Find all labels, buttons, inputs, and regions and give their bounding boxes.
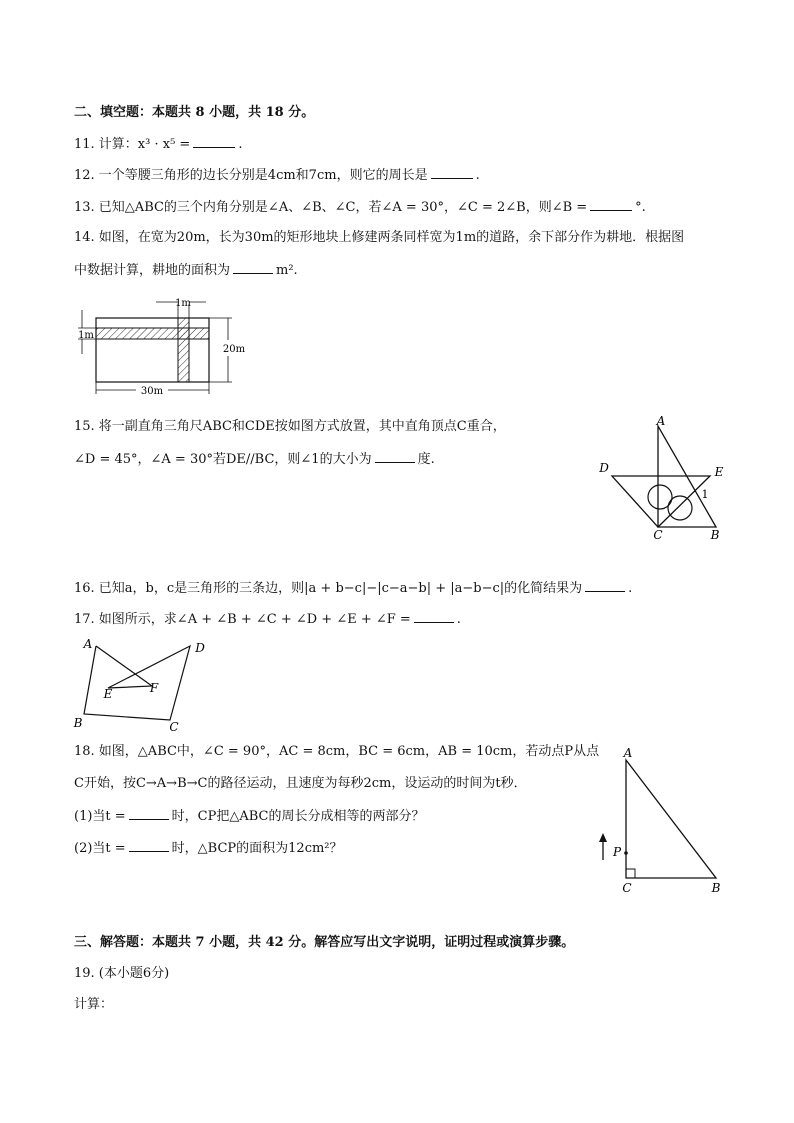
question-15-end: 度. [417,452,435,467]
answer-blank[interactable] [233,260,273,274]
q17-angles-figure [70,636,220,736]
question-17 [74,609,461,629]
question-18-sub-1-post: 时，CP把△ABC的周长分成相等的两部分？ [171,809,425,824]
answer-blank[interactable] [590,197,632,211]
question-14-end: m². [276,263,298,278]
question-18-sub-2 [74,838,343,858]
question-18-line-1: 18. 如图，△ABC中，∠C = 90°，AC = 8cm，BC = 6cm，AB = 10cm，若动点P从点 [74,744,600,759]
question-14-line-1: 14. 如图，在宽为20m，长为30m的矩形地块上修建两条同样宽为1m的道路，余下部分作为耕地．根据图 [74,230,685,245]
question-13-end: °. [635,200,646,215]
label-e: E [714,465,724,479]
question-11-end: . [238,137,243,152]
label-1m-left: 1m [78,330,94,341]
answer-blank[interactable] [431,165,473,179]
question-12-text: 12. 一个等腰三角形的边长分别是4cm和7cm，则它的周长是 [74,168,428,183]
label-a: A [656,414,666,428]
question-17-end: . [456,612,461,627]
question-13 [74,197,646,217]
question-18-line-2: C开始，按C→A→B→C的路径运动，且速度为每秒2cm，设运动的时间为t秒． [74,776,527,791]
label-c: C [169,720,179,734]
q15-triangles-figure [592,410,732,545]
label-b: B [73,716,83,730]
label-f: F [149,681,159,695]
triangle-abc [626,760,716,878]
question-18-sub-1-pre: (1)当t = [74,809,126,824]
question-19-prompt: 计算： [74,997,114,1012]
label-c: C [622,881,632,895]
answer-blank[interactable] [414,609,454,623]
question-15-line-1: 15. 将一副直角三角尺ABC和CDE按如图方式放置，其中直角顶点C重合， [74,419,506,434]
section-2-header: 二、填空题：本题共 8 小题，共 18 分。 [74,105,315,120]
triangle-cde [612,476,710,527]
question-18-sub-1 [74,806,425,826]
label-a: A [623,746,633,760]
section-3-header: 三、解答题：本题共 7 小题，共 42 分。解答应写出文字说明，证明过程或演算步骤。 [74,935,575,950]
question-15-line-2 [74,449,435,469]
question-14-line-2 [74,260,298,280]
question-18-sub-2-pre: (2)当t = [74,841,126,856]
question-14-text: 中数据计算，耕地的面积为 [74,263,231,278]
question-15-text: ∠D = 45°，∠A = 30°若DE//BC，则∠1的大小为 [74,452,372,467]
question-11 [74,134,242,154]
label-p: P [612,845,622,859]
point-p [624,851,628,855]
label-e: E [103,687,113,701]
label-d: D [195,641,205,655]
question-19-title: 19. (本小题6分) [74,966,170,981]
question-16-end: . [628,581,633,596]
question-18-sub-2-post: 时，△BCP的面积为12cm²？ [171,841,343,856]
label-angle-1: 1 [701,488,709,501]
question-13-text: 13. 已知△ABC的三个内角分别是∠A、∠B、∠C，若∠A = 30°，∠C = 2∠B，则∠B = [74,200,588,215]
label-30m: 30m [140,386,164,397]
label-a: A [83,637,93,651]
label-20m: 20m [222,344,246,355]
q14-field-figure [72,290,252,404]
question-17-text: 17. 如图所示，求∠A + ∠B + ∠C + ∠D + ∠E + ∠F = [74,612,411,627]
question-12-end: . [475,168,480,183]
question-16 [74,578,632,598]
label-b: B [710,528,720,542]
question-16-text: 16. 已知a，b，c是三角形的三条边，则|a + b−c|−|c−a−b| + |a−b−c|的化简结果为 [74,581,583,596]
answer-blank[interactable] [193,134,235,148]
question-11-text: 11. 计算：x³ · x⁵ = [74,137,191,152]
answer-blank[interactable] [129,806,169,820]
label-b: B [711,881,721,895]
answer-blank[interactable] [129,838,169,852]
q18-right-triangle-figure [592,742,732,897]
answer-blank[interactable] [585,578,625,592]
question-12 [74,165,480,185]
label-1m-top: 1m [175,298,191,309]
answer-blank[interactable] [375,449,415,463]
label-c: C [653,528,663,542]
label-d: D [599,461,609,475]
